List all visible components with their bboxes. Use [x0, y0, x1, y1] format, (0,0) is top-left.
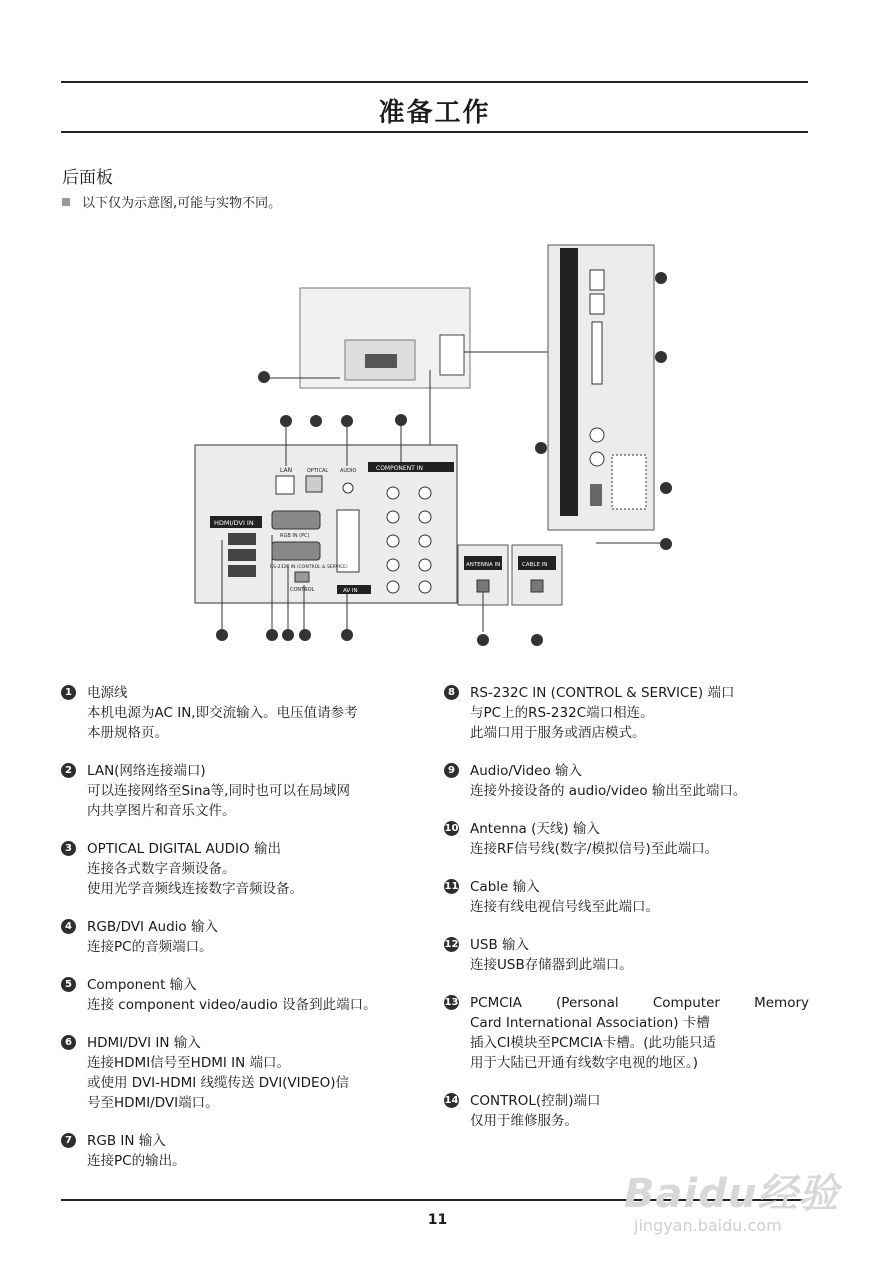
list-item — [444, 993, 809, 1073]
list-item — [61, 1131, 431, 1171]
item-line: 本机电源为AC IN,即交流输入。电压值请参考 — [87, 705, 358, 721]
list-item — [61, 975, 431, 1015]
item-number-badge: 1 — [61, 685, 76, 700]
av-in-label: AV IN — [343, 588, 358, 594]
antenna-port — [477, 580, 489, 592]
item-number-badge: 11 — [444, 881, 459, 892]
list-item — [444, 761, 809, 801]
side-label-strip — [560, 248, 578, 516]
item-line: 可以连接网络至Sina等,同时也可以在局域网 — [87, 783, 350, 799]
list-item — [444, 877, 809, 917]
list-item — [61, 839, 431, 899]
cable-label: CABLE IN — [522, 562, 548, 568]
rs232c-label: RS-232C IN (CONTROL & SERVICE) — [270, 565, 348, 570]
list-item — [61, 1033, 431, 1113]
item-line: 本册规格页。 — [87, 725, 168, 741]
list-item — [61, 917, 431, 957]
item-title: RS-232C IN (CONTROL & SERVICE) 端口 — [470, 685, 735, 701]
note-text: 以下仅为示意图,可能与实物不同。 — [82, 196, 282, 211]
list-item — [61, 683, 431, 743]
side-output-box — [612, 455, 646, 509]
item-title: CONTROL(控制)端口 — [470, 1093, 601, 1109]
list-item — [444, 819, 809, 859]
item-number-badge: 14 — [444, 1095, 459, 1106]
watermark-site: jingyan.baidu.com — [634, 1216, 782, 1235]
item-title: Cable 输入 — [470, 879, 540, 895]
item-number-badge: 8 — [444, 685, 459, 700]
usb-port-2 — [590, 294, 604, 314]
item-title: RGB/DVI Audio 输入 — [87, 919, 218, 935]
list-item — [444, 683, 809, 743]
item-line: 与PC上的RS-232C端口相连。 — [470, 705, 654, 721]
rear-panel-svg — [0, 230, 875, 670]
watermark-brand: Baidu经验 — [624, 1171, 840, 1217]
item-line: 插入CI模块至PCMCIA卡槽。(此功能只适 — [470, 1035, 717, 1051]
section-heading: 后面板 — [62, 168, 113, 188]
lan-label: LAN — [280, 467, 293, 474]
hdmi-port-2 — [228, 549, 256, 561]
lan-port — [276, 476, 294, 494]
side-av-jack-2 — [590, 452, 604, 466]
callout-7 — [266, 629, 278, 641]
item-title: 电源线 — [87, 685, 128, 701]
callout-4 — [341, 415, 353, 427]
item-number-badge: 4 — [61, 919, 76, 934]
callout-11 — [531, 634, 543, 646]
cable-port — [531, 580, 543, 592]
item-number-badge: 13 — [444, 997, 459, 1008]
item-line: 连接PC的输出。 — [87, 1153, 186, 1169]
item-number-badge: 9 — [444, 763, 459, 778]
item-title: USB 输入 — [470, 937, 530, 953]
item-title: RGB IN 输入 — [87, 1133, 166, 1149]
item-line: 仅用于维修服务。 — [470, 1113, 578, 1129]
callout-14 — [660, 482, 672, 494]
side-av-jack-1 — [590, 428, 604, 442]
note — [62, 192, 281, 211]
item-line: 内共享图片和音乐文件。 — [87, 803, 236, 819]
callout-13-side — [655, 351, 667, 363]
title-underline — [61, 131, 808, 133]
list-item — [61, 761, 431, 821]
item-line: 或使用 DVI-HDMI 线缆传送 DVI(VIDEO)信 — [87, 1075, 349, 1091]
cable-panel — [512, 545, 562, 605]
callout-2 — [280, 415, 292, 427]
item-number-badge: 7 — [61, 1133, 76, 1148]
callout-6-side — [660, 538, 672, 550]
callout-1 — [258, 371, 270, 383]
callout-13 — [477, 634, 489, 646]
item-line: 连接PC的音频端口。 — [87, 939, 213, 955]
item-line: 连接USB存储器到此端口。 — [470, 957, 633, 973]
list-item — [444, 935, 809, 975]
control-label: CONTROL — [290, 587, 315, 593]
top-rule — [61, 81, 808, 83]
callout-9-side — [535, 442, 547, 454]
item-line: 连接外接设备的 audio/video 输出至此端口。 — [470, 783, 747, 799]
item-number-badge: 3 — [61, 841, 76, 856]
optical-port — [306, 476, 322, 492]
baidu-watermark — [612, 1150, 842, 1250]
rgb-in-label: RGB IN (PC) — [280, 533, 310, 539]
item-line: 连接有线电视信号线至此端口。 — [470, 899, 659, 915]
item-title: LAN(网络连接端口) — [87, 763, 206, 779]
item-number-badge: 6 — [61, 1035, 76, 1050]
callout-6 — [216, 629, 228, 641]
av-in-block — [337, 510, 359, 572]
rs232c-port — [272, 542, 320, 560]
callout-12 — [655, 272, 667, 284]
audio-jack — [343, 483, 353, 493]
item-line: 连接各式数字音频设备。 — [87, 861, 236, 877]
component-label: COMPONENT IN — [376, 465, 424, 472]
item-line: 此端口用于服务或酒店模式。 — [470, 725, 646, 741]
callout-8 — [282, 629, 294, 641]
item-line: 连接RF信号线(数字/模拟信号)至此端口。 — [470, 841, 719, 857]
item-title: PCMCIA (Personal Computer Memory — [470, 995, 809, 1011]
usb-port-1 — [590, 270, 604, 290]
item-line: Card International Association) 卡槽 — [470, 1015, 710, 1031]
item-title: OPTICAL DIGITAL AUDIO 输出 — [87, 841, 281, 857]
hdmi-label: HDMI/DVI IN — [214, 519, 254, 527]
rgb-in-port — [272, 511, 320, 529]
item-number-badge: 5 — [61, 977, 76, 992]
item-line: 连接 component video/audio 设备到此端口。 — [87, 997, 377, 1013]
list-item — [444, 1091, 809, 1131]
callout-3 — [310, 415, 322, 427]
item-number-badge: 12 — [444, 939, 459, 950]
pcmcia-slot — [592, 322, 602, 384]
items-right-column — [444, 683, 809, 1131]
side-hdmi-port — [590, 484, 602, 506]
callout-10 — [341, 629, 353, 641]
control-port — [295, 572, 309, 582]
items-left-column — [61, 683, 431, 1171]
hdmi-port-3 — [228, 565, 256, 577]
item-number-badge: 2 — [61, 763, 76, 778]
page-number: 11 — [427, 1212, 448, 1228]
callout-9 — [299, 629, 311, 641]
item-line: 使用光学音频线连接数字音频设备。 — [87, 881, 303, 897]
item-title: Component 输入 — [87, 977, 197, 993]
tv-side-highlight — [440, 335, 464, 375]
hdmi-port-1 — [228, 533, 256, 545]
optical-label: OPTICAL — [307, 468, 329, 474]
item-title: HDMI/DVI IN 输入 — [87, 1035, 201, 1051]
callout-5 — [395, 414, 407, 426]
item-line: 连接HDMI信号至HDMI IN 端口。 — [87, 1055, 291, 1071]
note-bullet-icon — [62, 198, 70, 206]
item-title: Antenna (天线) 输入 — [470, 821, 600, 837]
item-line: 号至HDMI/DVI端口。 — [87, 1095, 219, 1111]
item-line: 用于大陆已开通有线数字电视的地区。) — [470, 1055, 699, 1071]
audio-label: AUDIO — [340, 468, 357, 474]
item-title: Audio/Video 输入 — [470, 763, 583, 779]
page-title: 准备工作 — [378, 98, 491, 128]
rear-panel-diagram — [0, 230, 875, 670]
item-number-badge: 10 — [444, 823, 459, 834]
tv-port-block — [365, 354, 397, 368]
antenna-label: ANTENNA IN — [466, 562, 501, 568]
